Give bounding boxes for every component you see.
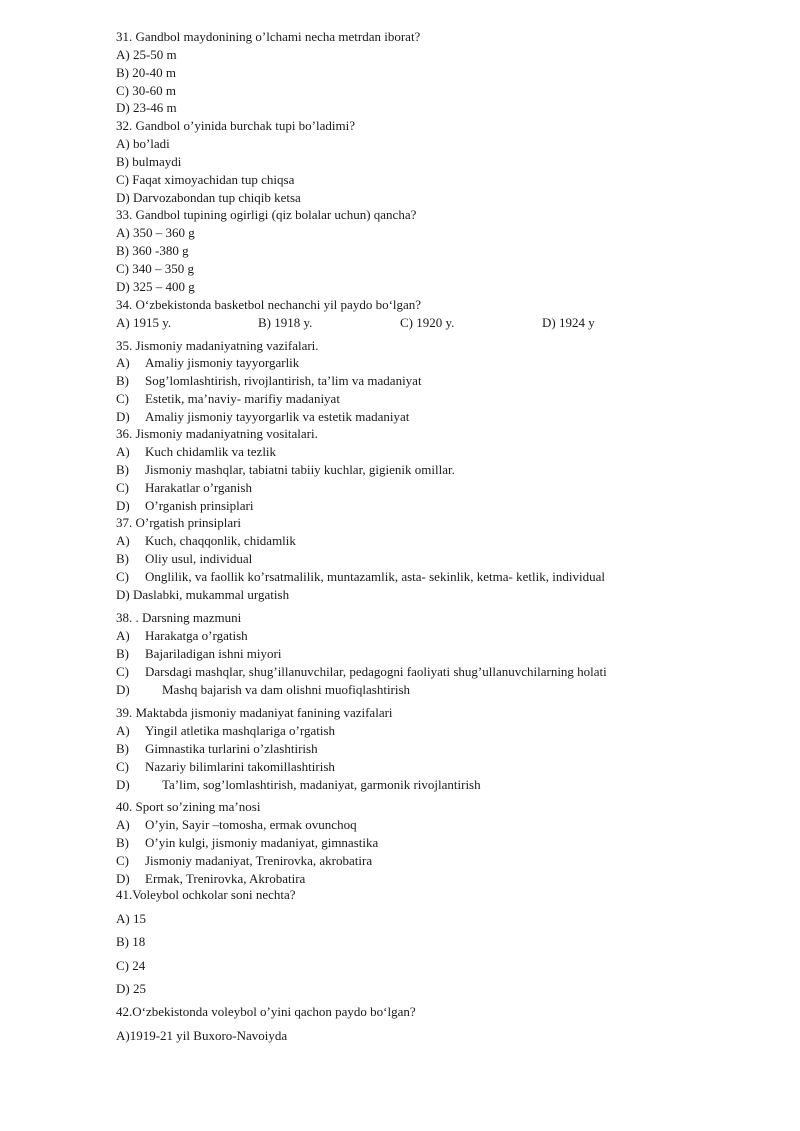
- option-32-c: C) Faqat ximoyachidan tup chiqsa: [116, 172, 295, 187]
- option-41-b: B) 18: [116, 934, 146, 949]
- option-33-d: D) 325 – 400 g: [116, 279, 195, 294]
- option-34-d: D) 1924 y: [542, 315, 595, 330]
- option-39-d: Ta’lim, sog’lomlashtirish, madaniyat, garmonik rivojlantirish: [162, 777, 481, 792]
- option-36-b-label: B): [116, 462, 129, 477]
- option-39-d-label: D): [116, 777, 130, 792]
- option-38-c-label: C): [116, 664, 129, 679]
- option-37-d: D) Daslabki, mukammal urgatish: [116, 587, 290, 602]
- option-42-a: A)1919-21 yil Buxoro-Navoiyda: [116, 1028, 288, 1043]
- option-38-d: Mashq bajarish va dam olishni muofiqlashtirish: [162, 682, 411, 697]
- option-40-c-label: C): [116, 853, 129, 868]
- option-35-a: Amaliy jismoniy tayyorgarlik: [145, 355, 300, 370]
- option-36-a: Kuch chidamlik va tezlik: [145, 444, 277, 459]
- option-38-b-label: B): [116, 646, 129, 661]
- option-31-a: A) 25-50 m: [116, 47, 177, 62]
- option-41-a: A) 15: [116, 911, 146, 926]
- question-41: 41.Voleybol ochkolar soni nechta?: [116, 887, 296, 902]
- question-39: 39. Maktabda jismoniy madaniyat fanining vazifalari: [116, 705, 393, 720]
- option-40-b-label: B): [116, 835, 129, 850]
- question-36: 36. Jismoniy madaniyatning vositalari.: [116, 426, 318, 441]
- question-31: 31. Gandbol maydonining o’lchami necha metrdan iborat?: [116, 29, 421, 44]
- option-35-c: Estetik, ma’naviy- marifiy madaniyat: [145, 391, 340, 406]
- option-39-c: Nazariy bilimlarini takomillashtirish: [145, 759, 335, 774]
- option-33-a: A) 350 – 360 g: [116, 225, 195, 240]
- question-34: 34. O‘zbekistonda basketbol nechanchi yil paydo bo‘lgan?: [116, 297, 422, 312]
- option-37-c-label: C): [116, 569, 129, 584]
- question-35: 35. Jismoniy madaniyatning vazifalari.: [116, 338, 319, 353]
- option-32-b: B) bulmaydi: [116, 154, 182, 169]
- option-31-c: C) 30-60 m: [116, 83, 176, 98]
- option-34-a: A) 1915 y.: [116, 315, 172, 330]
- option-36-d-label: D): [116, 498, 130, 513]
- option-40-b: O’yin kulgi, jismoniy madaniyat, gimnastika: [145, 835, 379, 850]
- option-39-a: Yingil atletika mashqlariga o’rgatish: [145, 723, 336, 738]
- option-37-c: Onglilik, va faollik ko’rsatmalilik, muntazamlik, asta- sekinlik, ketma- ketlik, individual: [145, 569, 605, 584]
- option-32-a: A) bo’ladi: [116, 136, 170, 151]
- option-40-a-label: A): [116, 817, 130, 832]
- option-31-d: D) 23-46 m: [116, 100, 177, 115]
- option-40-d: Ermak, Trenirovka, Akrobatira: [145, 871, 306, 886]
- option-35-a-label: A): [116, 355, 130, 370]
- option-32-d: D) Darvozabondan tup chiqib ketsa: [116, 190, 301, 205]
- option-38-c: Darsdagi mashqlar, shug’illanuvchilar, pedagogni faoliyati shug’ullanuvchilarning holati: [145, 664, 607, 679]
- option-38-b: Bajariladigan ishni miyori: [145, 646, 282, 661]
- option-36-c-label: C): [116, 480, 129, 495]
- option-34-c: C) 1920 y.: [400, 315, 455, 330]
- question-32: 32. Gandbol o’yinida burchak tupi bo’ladimi?: [116, 118, 356, 133]
- option-40-a: O’yin, Sayir –tomosha, ermak ovunchoq: [145, 817, 357, 832]
- option-37-b-label: B): [116, 551, 129, 566]
- option-34-b: B) 1918 y.: [258, 315, 313, 330]
- option-35-d-label: D): [116, 409, 130, 424]
- question-33: 33. Gandbol tupining ogirligi (qiz bolalar uchun) qancha?: [116, 207, 417, 222]
- option-41-d: D) 25: [116, 981, 146, 996]
- option-36-b: Jismoniy mashqlar, tabiatni tabiiy kuchlar, gigienik omillar.: [145, 462, 455, 477]
- option-35-b: Sog’lomlashtirish, rivojlantirish, ta’lim va madaniyat: [145, 373, 422, 388]
- option-35-d: Amaliy jismoniy tayyorgarlik va estetik madaniyat: [145, 409, 410, 424]
- option-40-d-label: D): [116, 871, 130, 886]
- option-39-a-label: A): [116, 723, 130, 738]
- option-35-c-label: C): [116, 391, 129, 406]
- option-36-d: O’rganish prinsiplari: [145, 498, 254, 513]
- option-33-b: B) 360 -380 g: [116, 243, 189, 258]
- option-38-a: Harakatga o’rgatish: [145, 628, 248, 643]
- option-35-b-label: B): [116, 373, 129, 388]
- question-38: 38. . Darsning mazmuni: [116, 610, 242, 625]
- option-37-a: Kuch, chaqqonlik, chidamlik: [145, 533, 296, 548]
- option-39-b: Gimnastika turlarini o’zlashtirish: [145, 741, 318, 756]
- option-41-c: C) 24: [116, 958, 146, 973]
- option-38-a-label: A): [116, 628, 130, 643]
- option-36-c: Harakatlar o’rganish: [145, 480, 252, 495]
- option-36-a-label: A): [116, 444, 130, 459]
- option-40-c: Jismoniy madaniyat, Trenirovka, akrobatira: [145, 853, 373, 868]
- option-37-a-label: A): [116, 533, 130, 548]
- option-39-c-label: C): [116, 759, 129, 774]
- question-37: 37. O’rgatish prinsiplari: [116, 515, 242, 530]
- option-31-b: B) 20-40 m: [116, 65, 176, 80]
- option-37-b: Oliy usul, individual: [145, 551, 253, 566]
- option-39-b-label: B): [116, 741, 129, 756]
- option-33-c: C) 340 – 350 g: [116, 261, 194, 276]
- question-40: 40. Sport so’zining ma’nosi: [116, 799, 261, 814]
- option-38-d-label: D): [116, 682, 130, 697]
- question-42: 42.O‘zbekistonda voleybol o’yini qachon paydo bo‘lgan?: [116, 1004, 416, 1019]
